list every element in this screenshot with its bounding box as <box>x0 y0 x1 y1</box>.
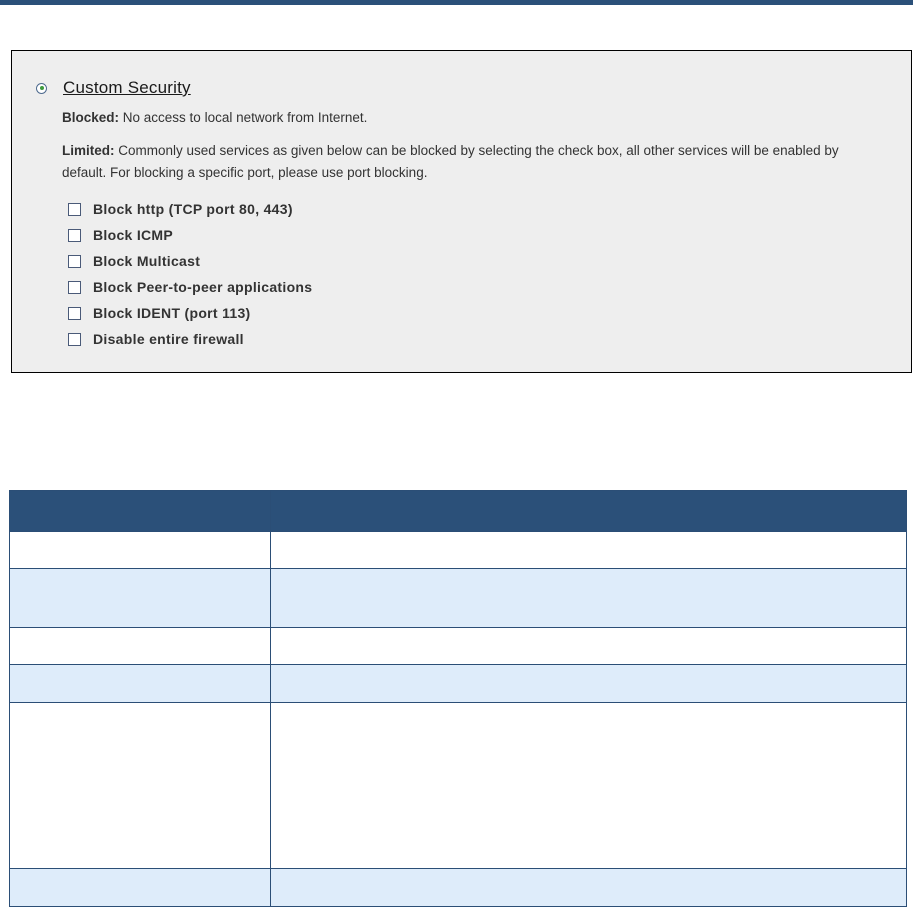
blocked-term: Blocked: <box>62 110 120 125</box>
table-cell <box>10 569 271 628</box>
table-row <box>10 665 907 703</box>
table-header-cell <box>271 491 907 532</box>
block-multicast-option[interactable] <box>68 248 568 274</box>
block-http-option[interactable] <box>68 196 568 222</box>
block-options-list <box>68 196 568 352</box>
disable-firewall-checkbox[interactable] <box>68 333 81 346</box>
table-cell <box>10 628 271 665</box>
table-cell <box>10 665 271 703</box>
block-ident-option[interactable] <box>68 300 568 326</box>
radio-selected-icon[interactable] <box>36 83 47 94</box>
description-table <box>9 490 907 907</box>
block-http-label[interactable]: Block http (TCP port 80, 443) <box>93 201 293 217</box>
custom-security-panel <box>11 50 912 373</box>
table-row <box>10 703 907 869</box>
custom-security-option[interactable] <box>36 77 191 99</box>
block-http-checkbox[interactable] <box>68 203 81 216</box>
table-cell <box>10 869 271 907</box>
top-rule <box>0 0 913 5</box>
table-cell <box>271 569 907 628</box>
block-icmp-checkbox[interactable] <box>68 229 81 242</box>
blocked-description <box>62 107 882 129</box>
table-row <box>10 532 907 569</box>
table-cell <box>10 532 271 569</box>
block-icmp-option[interactable] <box>68 222 568 248</box>
block-ident-label[interactable]: Block IDENT (port 113) <box>93 305 251 321</box>
table-cell <box>271 869 907 907</box>
blocked-text: No access to local network from Internet. <box>122 110 368 125</box>
table-cell <box>271 703 907 869</box>
disable-firewall-label[interactable]: Disable entire firewall <box>93 331 244 347</box>
limited-description <box>62 140 882 184</box>
table-row <box>10 569 907 628</box>
table-header-cell <box>10 491 271 532</box>
table-cell <box>271 532 907 569</box>
block-ident-checkbox[interactable] <box>68 307 81 320</box>
table-cell <box>271 628 907 665</box>
limited-text: Commonly used services as given below can be blocked by selecting the check box, all other services will be enabled by default. For blocking a specific port, please use port blocking. <box>62 143 839 180</box>
block-multicast-label[interactable]: Block Multicast <box>93 253 201 269</box>
table-header-row <box>10 491 907 532</box>
block-p2p-option[interactable] <box>68 274 568 300</box>
block-multicast-checkbox[interactable] <box>68 255 81 268</box>
table-cell <box>271 665 907 703</box>
table-row <box>10 869 907 907</box>
limited-term: Limited: <box>62 143 115 158</box>
block-p2p-checkbox[interactable] <box>68 281 81 294</box>
disable-firewall-option[interactable] <box>68 326 568 352</box>
table-row <box>10 628 907 665</box>
table-cell <box>10 703 271 869</box>
block-icmp-label[interactable]: Block ICMP <box>93 227 174 243</box>
custom-security-label[interactable]: Custom Security <box>63 78 191 97</box>
block-p2p-label[interactable]: Block Peer-to-peer applications <box>93 279 313 295</box>
